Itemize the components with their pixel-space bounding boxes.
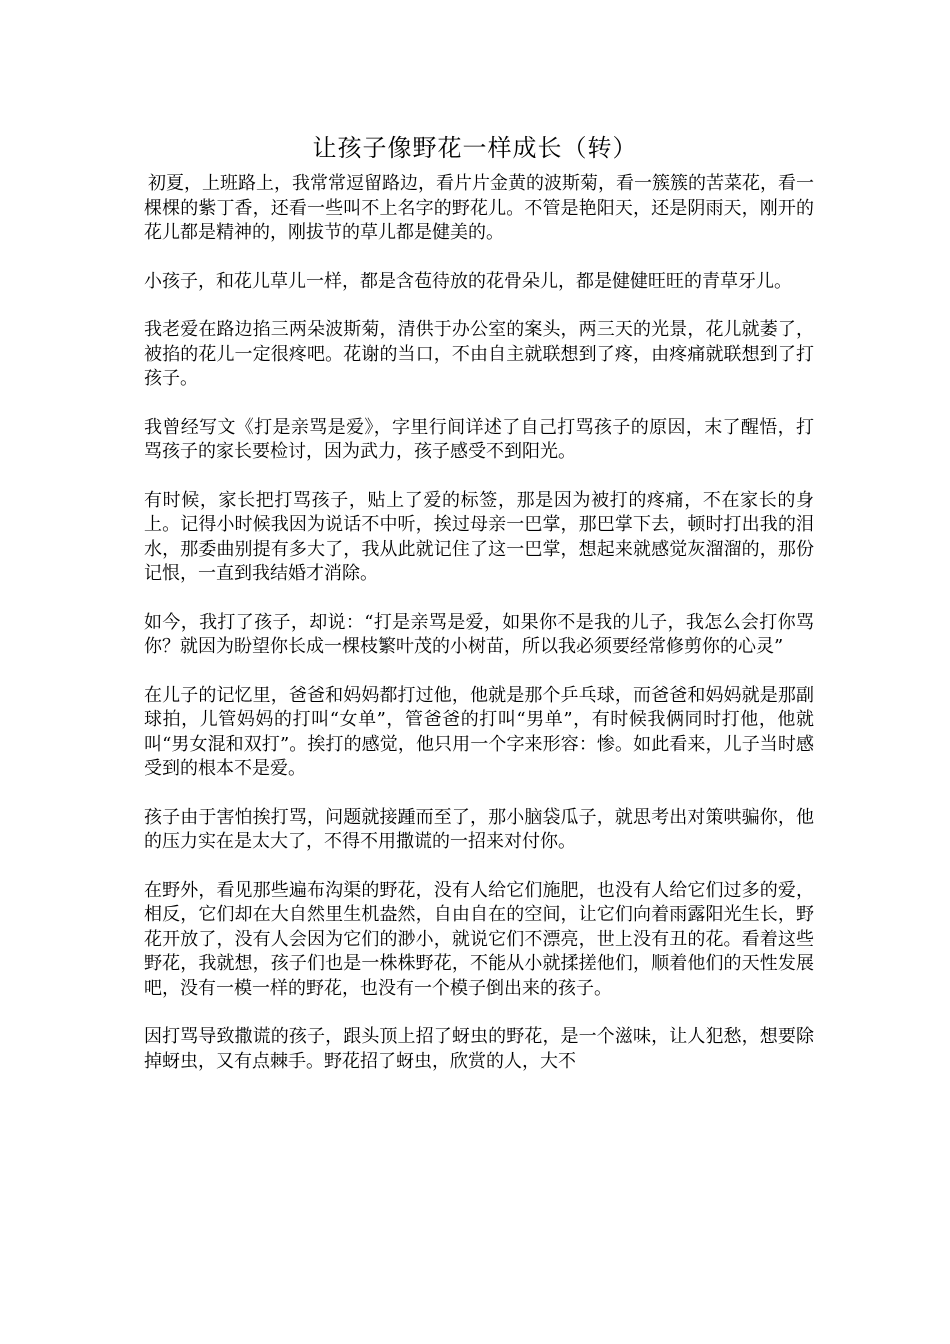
paragraph: 有时候，家长把打骂孩子，贴上了爱的标签，那是因为被打的疼痛，不在家长的身上。记得小时候我因为说话不中听，挨过母亲一巴掌，那巴掌下去，顿时打出我的泪水，那委曲别提有多大了，我从此就记住了这一巴掌，想起来就感觉灰溜溜的，那份记恨，一直到我结婚才消除。 xyxy=(144,489,814,584)
paragraph: 我曾经写文《打是亲骂是爱》，字里行间详述了自己打骂孩子的原因，末了醒悟，打骂孩子的家长要检讨，因为武力，孩子感受不到阳光。 xyxy=(144,416,814,462)
paragraph: 因打骂导致撒谎的孩子，跟头顶上招了蚜虫的野花，是一个滋味，让人犯愁，想要除掉蚜虫，又有点棘手。野花招了蚜虫，欣赏的人，大不 xyxy=(144,1026,814,1072)
paragraph: 孩子由于害怕挨打骂，问题就接踵而至了，那小脑袋瓜子，就思考出对策哄骗你，他的压力实在是太大了，不得不用撒谎的一招来对付你。 xyxy=(144,806,814,852)
paragraph: 如今，我打了孩子，却说：“打是亲骂是爱，如果你不是我的儿子，我怎么会打你骂你？就因为盼望你长成一棵枝繁叶茂的小树苗，所以我必须要经常修剪你的心灵” xyxy=(144,611,814,657)
paragraph: 我老爱在路边掐三两朵波斯菊，清供于办公室的案头，两三天的光景，花儿就萎了，被掐的花儿一定很疼吧。花谢的当口，不由自主就联想到了疼，由疼痛就联想到了打孩子。 xyxy=(144,319,814,389)
paragraph: 初夏，上班路上，我常常逗留路边，看片片金黄的波斯菊，看一簇簇的苦菜花，看一棵棵的紫丁香，还看一些叫不上名字的野花儿。不管是艳阳天，还是阴雨天，刚开的花儿都是精神的，刚拔节的草儿都是健美的。 xyxy=(144,173,814,243)
paragraph: 在儿子的记忆里，爸爸和妈妈都打过他，他就是那个乒乓球，而爸爸和妈妈就是那副球拍，儿管妈妈的打叫“女单”，管爸爸的打叫“男单”，有时候我俩同时打他，他就叫“男女混和双打”。挨打的感觉，他只用一个字来形容：惨。如此看来，儿子当时感受到的根本不是爱。 xyxy=(144,684,814,779)
document-body xyxy=(144,172,814,1098)
document-title: 让孩子像野花一样成长（转） xyxy=(312,134,638,162)
paragraph: 小孩子，和花儿草儿一样，都是含苞待放的花骨朵儿，都是健健旺旺的青草牙儿。 xyxy=(144,270,792,292)
paragraph: 在野外，看见那些遍布沟渠的野花，没有人给它们施肥，也没有人给它们过多的爱，相反，它们却在大自然里生机盎然，自由自在的空间，让它们向着雨露阳光生长，野花开放了，没有人会因为它们的渺小，就说它们不漂亮，世上没有丑的花。看着这些野花，我就想，孩子们也是一株株野花，不能从小就揉搓他们，顺着他们的天性发展吧，没有一模一样的野花，也没有一个模子倒出来的孩子。 xyxy=(144,879,814,999)
